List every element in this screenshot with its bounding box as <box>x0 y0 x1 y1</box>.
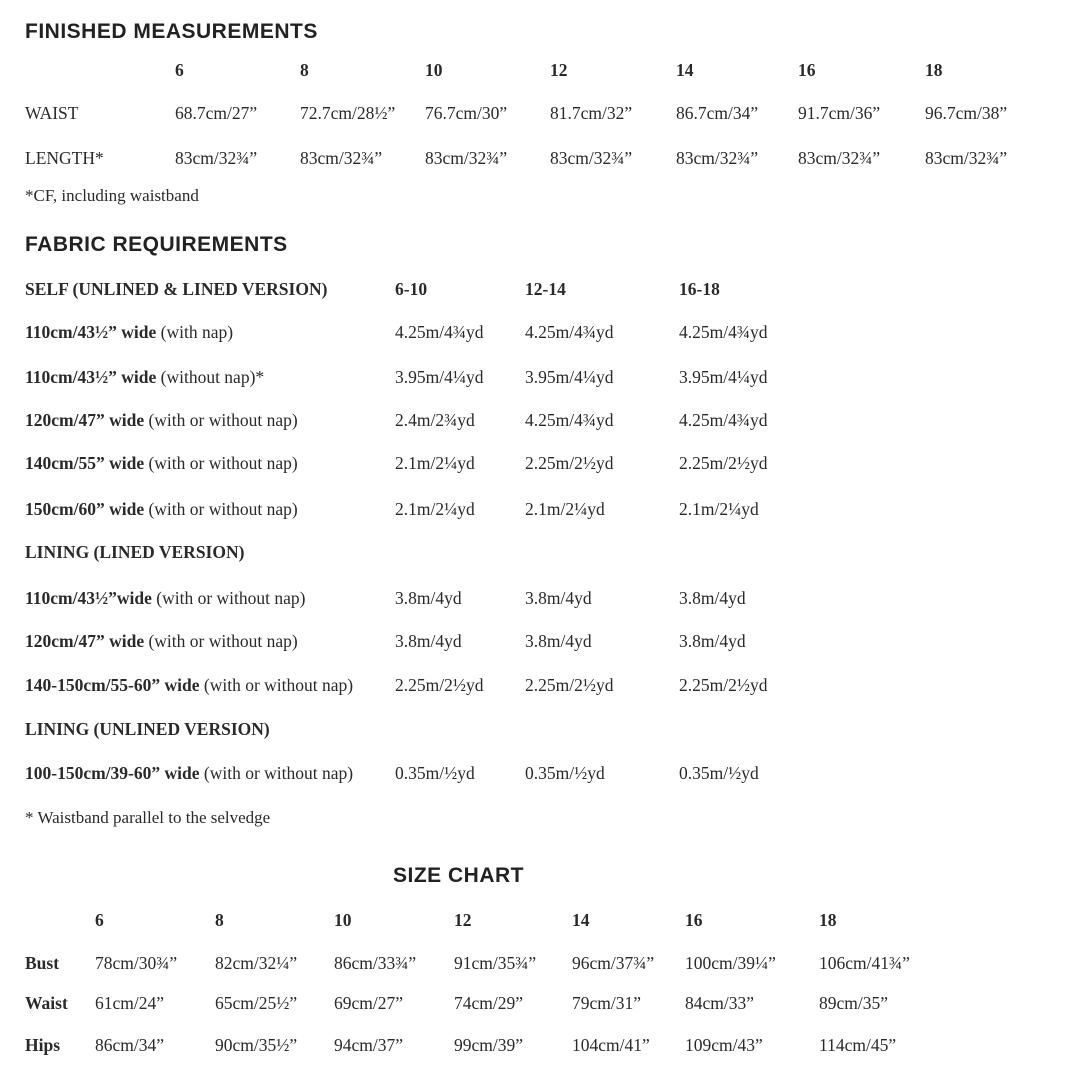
sc-size-header: 8 <box>215 910 224 930</box>
fm-size-header: 8 <box>300 60 309 80</box>
sc-cell: 109cm/43” <box>685 1035 763 1055</box>
sc-cell: 69cm/27” <box>334 993 404 1013</box>
fabric-cell: 3.95m/4¼yd <box>395 367 484 387</box>
sc-cell: 104cm/41” <box>572 1035 650 1055</box>
fabric-cell: 4.25m/4¾yd <box>679 322 768 342</box>
size-chart-title: SIZE CHART <box>393 864 524 887</box>
sc-cell: 89cm/35” <box>819 993 889 1013</box>
fabric-cell: 3.8m/4yd <box>395 588 462 608</box>
fabric-cell: 3.8m/4yd <box>525 631 592 651</box>
fm-footnote: *CF, including waistband <box>25 186 199 205</box>
sc-cell: 86cm/34” <box>95 1035 165 1055</box>
sc-cell: 65cm/25½” <box>215 993 298 1013</box>
fabric-cell: 3.8m/4yd <box>395 631 462 651</box>
fm-row-label: LENGTH* <box>25 148 104 168</box>
sc-cell: 61cm/24” <box>95 993 165 1013</box>
sc-cell: 106cm/41¾” <box>819 953 910 973</box>
sc-cell: 82cm/32¼” <box>215 953 298 973</box>
fabric-width-label: 120cm/47” wide (with or without nap) <box>25 410 298 430</box>
size-group-header: 6-10 <box>395 279 428 299</box>
fabric-cell: 4.25m/4¾yd <box>525 322 614 342</box>
lining-lined-header: LINING (LINED VERSION) <box>25 542 245 562</box>
fabric-cell: 0.35m/½yd <box>679 763 759 783</box>
fm-row-label: WAIST <box>25 103 79 123</box>
sc-cell: 91cm/35¾” <box>454 953 537 973</box>
fabric-width-label: 120cm/47” wide (with or without nap) <box>25 631 298 651</box>
sc-size-header: 16 <box>685 910 703 930</box>
fabric-cell: 3.95m/4¼yd <box>525 367 614 387</box>
self-section-header: SELF (UNLINED & LINED VERSION) <box>25 279 328 299</box>
fabric-width-label: 140cm/55” wide (with or without nap) <box>25 453 298 473</box>
fabric-cell: 2.4m/2¾yd <box>395 410 475 430</box>
fabric-cell: 2.25m/2½yd <box>525 453 614 473</box>
sc-cell: 78cm/30¾” <box>95 953 178 973</box>
fabric-cell: 3.8m/4yd <box>679 631 746 651</box>
fm-size-header: 12 <box>550 60 568 80</box>
fabric-width-label: 110cm/43½”wide (with or without nap) <box>25 588 306 608</box>
fm-size-header: 18 <box>925 60 943 80</box>
sc-size-header: 6 <box>95 910 104 930</box>
fm-cell: 91.7cm/36” <box>798 103 881 123</box>
sc-size-header: 14 <box>572 910 590 930</box>
sc-cell: 100cm/39¼” <box>685 953 776 973</box>
sc-cell: 74cm/29” <box>454 993 524 1013</box>
sc-cell: 99cm/39” <box>454 1035 524 1055</box>
fabric-cell: 2.25m/2½yd <box>395 675 484 695</box>
fm-cell: 81.7cm/32” <box>550 103 633 123</box>
fabric-cell: 2.1m/2¼yd <box>395 453 475 473</box>
fm-cell: 83cm/32¾” <box>676 148 759 168</box>
sc-cell: 86cm/33¾” <box>334 953 417 973</box>
fabric-cell: 4.25m/4¾yd <box>679 410 768 430</box>
fm-cell: 83cm/32¾” <box>798 148 881 168</box>
size-group-header: 12-14 <box>525 279 566 299</box>
size-group-header: 16-18 <box>679 279 720 299</box>
fm-cell: 96.7cm/38” <box>925 103 1008 123</box>
fabric-requirements-title: FABRIC REQUIREMENTS <box>25 233 288 256</box>
fabric-cell: 3.95m/4¼yd <box>679 367 768 387</box>
fabric-cell: 4.25m/4¾yd <box>525 410 614 430</box>
fabric-cell: 2.1m/2¼yd <box>525 499 605 519</box>
fabric-cell: 0.35m/½yd <box>525 763 605 783</box>
fm-cell: 83cm/32¾” <box>550 148 633 168</box>
sc-size-header: 12 <box>454 910 472 930</box>
fm-cell: 83cm/32¾” <box>925 148 1008 168</box>
fabric-width-label: 110cm/43½” wide (without nap)* <box>25 367 265 387</box>
fabric-cell: 3.8m/4yd <box>679 588 746 608</box>
fabric-width-label: 100-150cm/39-60” wide (with or without nap) <box>25 763 354 783</box>
fabric-width-label: 140-150cm/55-60” wide (with or without nap) <box>25 675 354 695</box>
fm-cell: 83cm/32¾” <box>175 148 258 168</box>
fabric-cell: 2.1m/2¼yd <box>679 499 759 519</box>
fm-cell: 83cm/32¾” <box>300 148 383 168</box>
fabric-cell: 2.1m/2¼yd <box>395 499 475 519</box>
fm-size-header: 16 <box>798 60 816 80</box>
fabric-width-label: 110cm/43½” wide (with nap) <box>25 322 234 342</box>
fabric-cell: 3.8m/4yd <box>525 588 592 608</box>
fm-cell: 86.7cm/34” <box>676 103 759 123</box>
fm-size-header: 14 <box>676 60 694 80</box>
sc-cell: 114cm/45” <box>819 1035 897 1055</box>
fabric-cell: 2.25m/2½yd <box>679 453 768 473</box>
sc-size-header: 10 <box>334 910 352 930</box>
sc-cell: 94cm/37” <box>334 1035 404 1055</box>
fabric-cell: 2.25m/2½yd <box>679 675 768 695</box>
fm-cell: 72.7cm/28½” <box>300 103 396 123</box>
lining-unlined-header: LINING (UNLINED VERSION) <box>25 719 270 739</box>
fabric-cell: 0.35m/½yd <box>395 763 475 783</box>
sc-row-label: Waist <box>25 993 68 1013</box>
sc-size-header: 18 <box>819 910 837 930</box>
fabric-cell: 2.25m/2½yd <box>525 675 614 695</box>
fabric-footnote: * Waistband parallel to the selvedge <box>25 808 271 827</box>
fabric-cell: 4.25m/4¾yd <box>395 322 484 342</box>
fm-cell: 76.7cm/30” <box>425 103 508 123</box>
sc-cell: 90cm/35½” <box>215 1035 298 1055</box>
finished-measurements-title: FINISHED MEASUREMENTS <box>25 20 318 43</box>
fabric-width-label: 150cm/60” wide (with or without nap) <box>25 499 298 519</box>
sc-cell: 79cm/31” <box>572 993 642 1013</box>
fm-cell: 68.7cm/27” <box>175 103 258 123</box>
sc-cell: 84cm/33” <box>685 993 755 1013</box>
sc-cell: 96cm/37¾” <box>572 953 655 973</box>
fm-size-header: 6 <box>175 60 184 80</box>
sc-row-label: Bust <box>25 953 60 973</box>
fm-size-header: 10 <box>425 60 443 80</box>
sc-row-label: Hips <box>25 1035 61 1055</box>
fm-cell: 83cm/32¾” <box>425 148 508 168</box>
